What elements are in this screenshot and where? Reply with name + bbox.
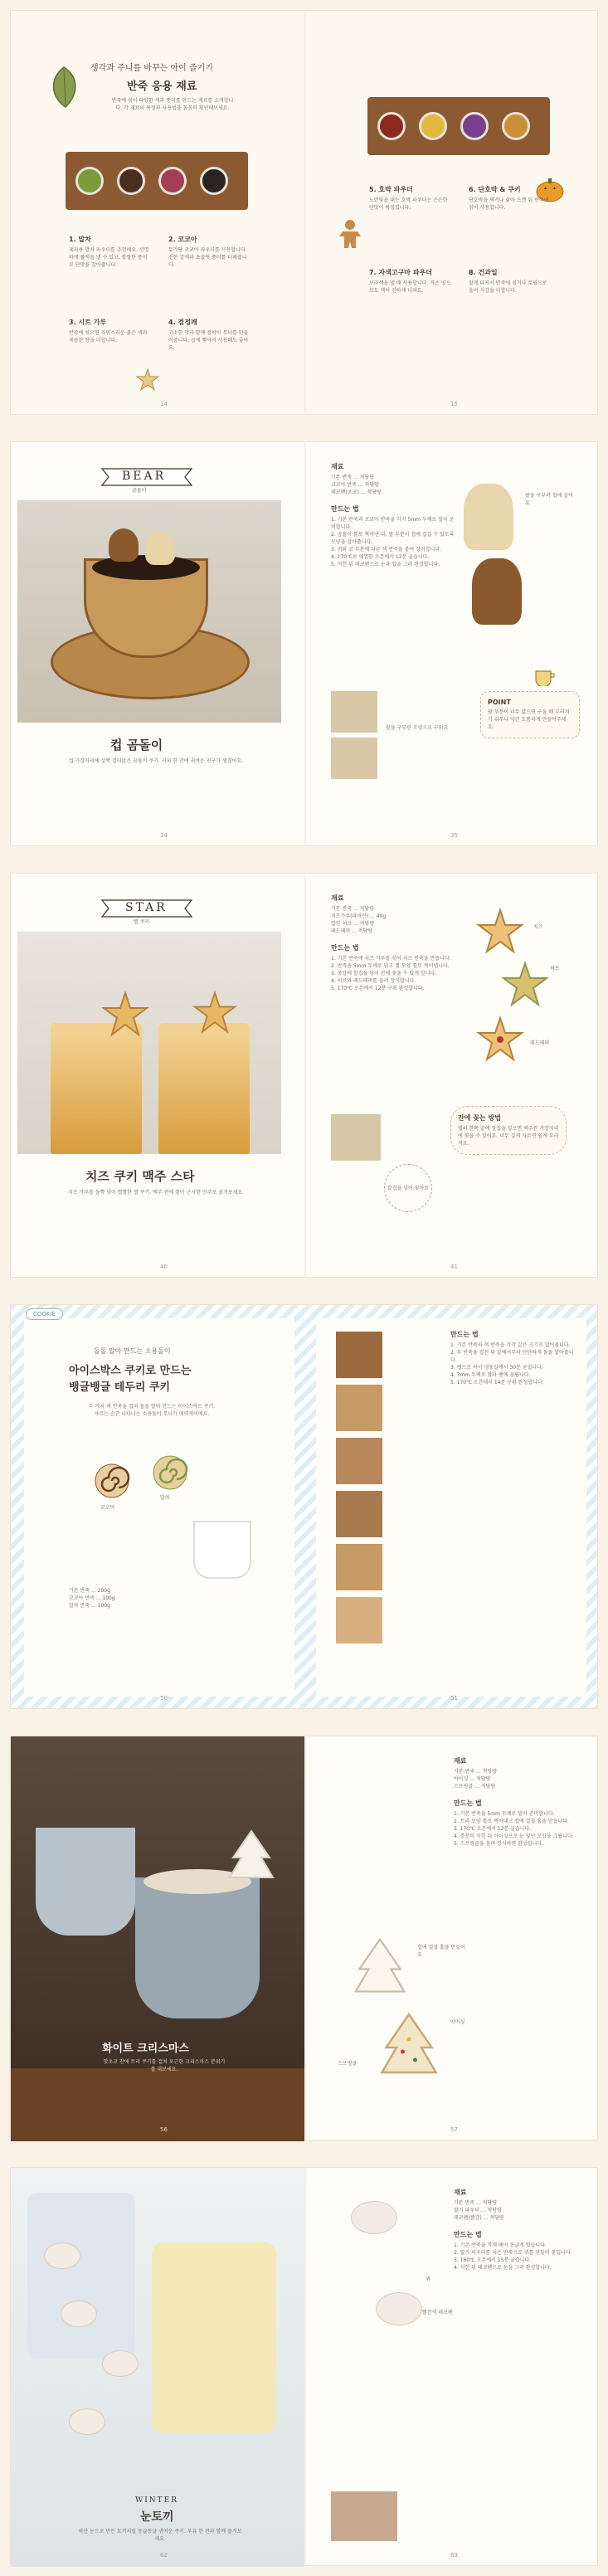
spread-swirl <box>10 1304 598 1709</box>
item-text: 고소한 맛과 함께 점박이 무늬를 만들어줍니다. 곱게 빻아서 사용해도 좋아요. <box>168 330 249 351</box>
step-item: 1. 기본 반죽에 치즈 가루를 섞어 치즈 반죽을 만듭니다. <box>331 956 451 962</box>
recipe-line: 레드페퍼 ... 적당량 <box>331 928 373 934</box>
milk-glass-left <box>27 2193 135 2359</box>
page-number-right: 63 <box>450 2552 458 2559</box>
step-item: 2. 딸기 파우더를 섞은 반죽으로 귀를 만들어 붙입니다. <box>454 2250 572 2256</box>
page-gutter <box>304 874 306 1277</box>
cup-right <box>135 1877 260 2018</box>
title-line-1: 돌돌 말아 만드는 소용돌이 <box>94 1347 171 1355</box>
star-cookie-icon <box>192 990 238 1036</box>
bear-cookie-figure-2 <box>472 558 522 625</box>
recipe-block <box>69 1587 202 1609</box>
steps-head: 만드는 법 <box>331 944 359 952</box>
ingredient-item-3 <box>69 318 152 344</box>
item-title: 2. 코코아 <box>168 236 197 243</box>
ingredient-item-2 <box>168 235 251 269</box>
beer-star-photo <box>17 932 281 1154</box>
intro-text: 반죽에 섞어 다양한 색과 풍미를 만드는 재료를 소개합니다. 각 재료의 특징과 사용법을 꼼꼼히 확인해보세요. <box>111 98 234 111</box>
spread-christmas <box>10 1736 598 2140</box>
tip-title: 잔에 꽂는 방법 <box>458 1114 501 1122</box>
item-title: 3. 시트 가루 <box>69 319 107 326</box>
recipe-line: 치즈가루(파마산) ... 40g <box>331 913 387 919</box>
bear-cookie-figure-1 <box>464 484 513 550</box>
item-text: 무가당 코코아 파우더를 사용합니다. 진한 갈색과 초콜릿 풍미를 더해줍니다. <box>168 247 247 268</box>
title-script: 생각과 주니를 바꾸는 아이 즐기기 <box>90 64 213 73</box>
recipe-line: 코코아 반죽 ... 100g <box>69 1595 115 1601</box>
recipe-head: 재료 <box>331 463 344 470</box>
step-item: 4. 7mm 두께로 잘라 팬에 올립니다. <box>450 1372 531 1378</box>
label-cheese: 치즈 <box>533 924 543 930</box>
step-item: 2. 반죽을 5mm 두께로 밀고 별 모양 틀로 찍어냅니다. <box>331 963 450 969</box>
ingredient-item-6 <box>469 185 552 212</box>
christmas-caption: 핫초코 잔에 트리 쿠키를 걸쳐 포근한 크리스마스 분위기를 내보세요. <box>103 2059 226 2072</box>
step-item: 1. 기본 반죽을 작게 떼어 동글게 빚습니다. <box>454 2242 547 2248</box>
tip-text: 팔 부분이 너무 얇으면 구울 때 부러지기 쉬우니 약간 도톰하게 만들어주세요. <box>488 709 570 730</box>
recipe-head: 재료 <box>331 894 344 902</box>
item-text: 보라색을 낼 때 사용합니다. 적은 양으로도 색이 진하게 나와요. <box>369 280 451 294</box>
step-photo <box>336 1385 382 1431</box>
christmas-photo <box>11 1736 304 2141</box>
steps-head: 만드는 법 <box>454 2231 482 2238</box>
step-photos <box>331 691 381 779</box>
cookie-tag <box>26 1308 63 1320</box>
tip-title: POINT <box>488 699 511 706</box>
step-item: 3. 귀와 코 부분에 다른 색 반죽을 붙여 장식합니다. <box>331 547 442 553</box>
bowl-matcha <box>75 167 104 195</box>
bowl-sesame <box>200 167 228 195</box>
circle-note-text: 칼집을 넣어 꽂아요 <box>387 1185 430 1191</box>
page-gutter <box>304 442 306 845</box>
page-number-left: 14 <box>160 401 168 407</box>
steps-head: 만드는 법 <box>450 1331 479 1338</box>
tea-cup-icon <box>533 666 557 686</box>
step-photo-grid <box>334 1330 437 1648</box>
item-title: 4. 검정깨 <box>168 319 197 326</box>
title-line-3: 뱅글뱅글 테두리 쿠키 <box>69 1381 171 1394</box>
cup-left <box>36 1828 135 1936</box>
recipe-block <box>331 462 455 568</box>
gingerbread-man-icon <box>336 218 364 251</box>
season-label: WINTER <box>135 2496 179 2505</box>
bowl-red <box>377 112 406 140</box>
item-title: 5. 호박 파우더 <box>369 186 413 193</box>
item-title: 1. 말차 <box>69 236 91 243</box>
leaf-illustration <box>44 64 84 110</box>
page-number-left: 34 <box>160 832 168 839</box>
step-item: 4. 170℃로 예열한 오븐에서 12분 굽습니다. <box>331 554 430 560</box>
label-redpepper: 레드페퍼 <box>530 1040 550 1046</box>
bowl-dried-fruit <box>502 112 530 140</box>
bunny-caption: 하얀 눈으로 만든 토끼처럼 동글동글 귀여운 쿠키. 우유 한 잔과 함께 즐겨보세요. <box>78 2529 242 2542</box>
spread-ingredients <box>10 10 598 415</box>
bear-caption: 컵 가장자리에 살짝 걸터앉은 곰돌이 쿠키. 커피 한 잔에 귀여운 친구가 생겼어요. <box>68 758 244 764</box>
recipe-line: 기본 반죽 ... 적당량 <box>454 2200 498 2206</box>
label-matcha: 말차 <box>160 1495 170 1501</box>
small-note: 팔을 구부린 모양으로 구워요 <box>386 725 449 731</box>
milk-cup <box>193 1521 251 1579</box>
bunny-figure-2 <box>376 2292 422 2325</box>
page-gutter <box>304 2168 306 2565</box>
bear-title: 컵 곰돌이 <box>110 738 163 752</box>
title-line-2: 아이스박스 쿠키로 만드는 <box>69 1365 192 1377</box>
christmas-title: 화이트 크리스마스 <box>102 2043 189 2055</box>
steps-head: 만드는 법 <box>331 505 359 513</box>
step-item: 4. 충분히 식힌 뒤 아이싱으로 눈 덮인 모양을 그립니다. <box>454 1833 574 1839</box>
page-number-left: 56 <box>160 2126 168 2133</box>
step-photo <box>336 1491 382 1537</box>
page-title: 반죽 응용 재료 <box>127 80 197 93</box>
banner-sub: 곰돌이 <box>132 488 147 494</box>
tree-cookie-plain-icon <box>351 1936 409 2010</box>
page-number-left: 40 <box>160 1264 168 1270</box>
item-text: 잘게 다져서 반죽에 섞거나 토핑으로 올려 식감을 더합니다. <box>469 280 547 294</box>
label-notch: 컵에 걸칠 홈을 만들어요 <box>417 1945 465 1958</box>
bear-banner <box>97 460 197 494</box>
step-item: 5. 스프링클을 올려 장식하면 완성입니다. <box>454 1841 543 1847</box>
steps-block <box>450 1330 575 1386</box>
step-item: 5. 170℃ 오븐에서 14분 구워 완성합니다. <box>450 1380 544 1385</box>
bunny-figure-1 <box>351 2201 397 2234</box>
page-gutter <box>304 11 306 414</box>
ingredient-item-5 <box>369 185 452 212</box>
recipe-block <box>331 894 455 992</box>
recipe-line: 말린 허브 ... 적당량 <box>331 921 375 927</box>
intro-text: 두 가지 색 반죽을 겹쳐 돌돌 말아 만드는 아이스박스 쿠키. 자르는 순간 나타나는 소용돌이 무늬가 매력적이에요. <box>88 1404 216 1417</box>
bunny-cookie <box>69 2408 105 2435</box>
item-title: 7. 자색고구마 파우더 <box>369 269 432 276</box>
ingredient-item-8 <box>469 268 552 295</box>
spread-star <box>10 873 598 1278</box>
page-number-right: 51 <box>450 1695 458 1702</box>
steps-head: 만드는 법 <box>454 1799 482 1807</box>
step-item: 3. 중앙에 칼집을 넣어 잔에 꽂을 수 있게 합니다. <box>331 971 437 976</box>
page-number-right: 15 <box>450 401 458 407</box>
page-number-left: 62 <box>160 2552 168 2559</box>
swirl-cookie-matcha-icon <box>152 1454 188 1491</box>
beer-glass-right <box>158 1023 250 1154</box>
bear-coffee-photo <box>17 500 281 723</box>
star-banner <box>97 892 197 925</box>
banner-sub: 별 쿠키 <box>134 919 150 925</box>
star-cookie-pepper-icon <box>475 1015 525 1064</box>
item-title: 8. 건과일 <box>469 269 498 276</box>
tip-text: 별의 한쪽 끝에 칼집을 넣으면 맥주잔 가장자리에 꽂을 수 있어요. 너무 깊게 자르면 쉽게 부러져요. <box>458 1126 559 1147</box>
step-photo <box>336 1438 382 1484</box>
page-number-right: 35 <box>450 832 458 839</box>
label-icing: 아이싱 <box>450 2019 465 2025</box>
recipe-line: 딸기 파우더 ... 적당량 <box>454 2208 502 2213</box>
step-item: 2. 두 반죽을 겹친 뒤 끝에서부터 단단하게 돌돌 말아줍니다. <box>450 1350 574 1363</box>
bear-cookie-light <box>145 532 175 565</box>
tip-box <box>480 691 580 738</box>
recipe-line: 기본 반죽 ... 200g <box>69 1588 110 1594</box>
page-number-right: 41 <box>450 1264 458 1270</box>
spread-bear <box>10 441 598 846</box>
recipe-block <box>454 1756 586 1848</box>
recipe-line: 기본 반죽 ... 적당량 <box>331 906 375 912</box>
bowl-berry <box>158 167 187 195</box>
step-photo <box>331 691 377 733</box>
step-photo-hand <box>331 2491 397 2541</box>
recipe-line: 기본 반죽 ... 적당량 <box>454 1769 498 1775</box>
ingredient-item-4 <box>168 318 251 352</box>
star-cookie-cheese-icon <box>475 907 525 957</box>
step-photo <box>336 1544 382 1590</box>
tree-cookie-icon <box>226 1828 276 1894</box>
bunny-milk-photo <box>11 2168 304 2567</box>
tip-box <box>450 1106 567 1155</box>
label-sprinkle: 스프링클 <box>338 2061 358 2067</box>
bunny-cookie <box>102 2350 139 2377</box>
spread-snow-bunny <box>10 2167 598 2566</box>
recipe-line: 기본 반죽 ... 적당량 <box>331 475 375 480</box>
recipe-block <box>454 2188 586 2272</box>
banner-text: BEAR <box>122 470 167 483</box>
swirl-cookie-cocoa-icon <box>94 1463 130 1499</box>
bowl-purple <box>460 112 489 140</box>
step-item: 5. 170℃ 오븐에서 12분 구워 완성합니다. <box>331 986 425 991</box>
ingredient-bowls-tray-right <box>367 97 550 155</box>
beer-glass-left <box>51 1023 142 1154</box>
step-item: 3. 랩으로 싸서 냉동실에서 30분 굳힙니다. <box>450 1365 543 1371</box>
step-item: 1. 기본 반죽을 5mm 두께로 밀어 준비합니다. <box>454 1811 555 1817</box>
ingredient-bowls-tray <box>66 152 248 210</box>
bunny-cookie <box>44 2242 80 2269</box>
recipe-line: 데코펜(빨강) ... 적당량 <box>454 2215 504 2221</box>
item-text: 단호박을 찌거나 삶아 으깬 뒤 반죽에 섞어 사용합니다. <box>469 197 549 211</box>
tree-cookie-decorated-icon <box>376 2010 442 2093</box>
step-item: 3. 160℃ 오븐에서 15분 굽습니다. <box>454 2257 532 2263</box>
step-photo-tray <box>331 1114 381 1161</box>
star-title: 치즈 쿠키 맥주 스타 <box>85 1169 195 1184</box>
note-top: 팔을 구부려 컵에 걸어요 <box>525 493 573 506</box>
recipe-head: 재료 <box>454 1757 467 1765</box>
step-item: 3. 170℃ 오븐에서 12분 굽습니다. <box>454 1826 532 1832</box>
step-photo <box>331 738 377 779</box>
step-item: 5. 식힌 뒤 데코펜으로 눈과 입을 그려 완성합니다. <box>331 562 440 567</box>
step-item: 1. 기본 반죽과 색 반죽을 각각 같은 크기로 밀어줍니다. <box>450 1342 571 1348</box>
recipe-line: 데코펜(초코) ... 적당량 <box>331 489 382 495</box>
page-number-right: 57 <box>450 2126 458 2133</box>
star-cookie-herb-icon <box>500 960 550 1010</box>
step-item: 4. 식힌 뒤 데코펜으로 눈을 그려 완성합니다. <box>454 2265 552 2271</box>
label-cocoa: 코코아 <box>100 1505 115 1511</box>
bowl-cocoa <box>117 167 145 195</box>
circle-note <box>384 1164 432 1212</box>
bunny-title: 눈토끼 <box>140 2510 174 2524</box>
milk-glass-right <box>152 2242 276 2433</box>
step-item: 1. 기본 반죽과 코코아 반죽을 각각 5mm 두께로 밀어 준비합니다. <box>331 517 455 530</box>
item-text: 반죽에 섞으면 자연스러운 붉은 색과 새콤한 향을 더합니다. <box>69 330 148 343</box>
recipe-line: 아이싱 ... 적당량 <box>454 1776 491 1782</box>
label-herb: 허브 <box>550 966 560 971</box>
step-photo <box>336 1332 382 1378</box>
recipe-head: 재료 <box>454 2189 467 2196</box>
banner-text: STAR <box>125 901 168 914</box>
wooden-tray <box>11 2068 304 2141</box>
star-cookie-icon <box>100 990 150 1040</box>
star-cookie-icon <box>135 368 160 392</box>
tag-text: COOKIE <box>33 1311 56 1317</box>
step-item: 2. 곰돌이 틀로 찍어낸 뒤, 팔 부분이 컵에 걸칠 수 있도록 모양을 잡아줍니다. <box>331 532 455 545</box>
item-text: 노란빛을 내는 호박 파우더는 은은한 단맛이 특징입니다. <box>369 197 448 211</box>
recipe-line: 스프링클 ... 적당량 <box>454 1784 496 1790</box>
step-item: 2. 트리 모양 틀로 찍어내고 컵에 걸칠 홈을 만듭니다. <box>454 1819 569 1824</box>
bear-cookie-brown <box>109 528 139 562</box>
label-ear: 귀 <box>426 2277 430 2282</box>
step-item: 4. 허브와 레드페퍼를 올려 장식합니다. <box>331 978 416 984</box>
label-red-pen: 빨간색 데코펜 <box>422 2310 453 2315</box>
ingredient-item-7 <box>369 268 452 295</box>
page-gutter <box>304 1736 306 2140</box>
bunny-cookie <box>61 2301 97 2327</box>
step-photo <box>336 1597 382 1643</box>
item-text: 제과용 말차 파우더를 추천해요. 선명하게 풀색을 낼 수 있고, 쌉쌀한 풍미로 단맛을 잡아줍니다. <box>69 247 149 268</box>
bowl-pumpkin <box>419 112 447 140</box>
star-caption: 치즈 가루를 듬뿍 넣어 짭짤한 별 쿠키. 맥주 잔에 꽂아 근사한 안주로 즐겨보세요. <box>67 1190 245 1195</box>
page-number-left: 50 <box>160 1695 168 1702</box>
item-title: 6. 단호박 & 쿠키 <box>469 186 521 193</box>
recipe-line: 말차 반죽 ... 100g <box>69 1603 110 1609</box>
ingredient-item-1 <box>69 235 152 269</box>
recipe-line: 코코아 반죽 ... 적당량 <box>331 482 379 488</box>
